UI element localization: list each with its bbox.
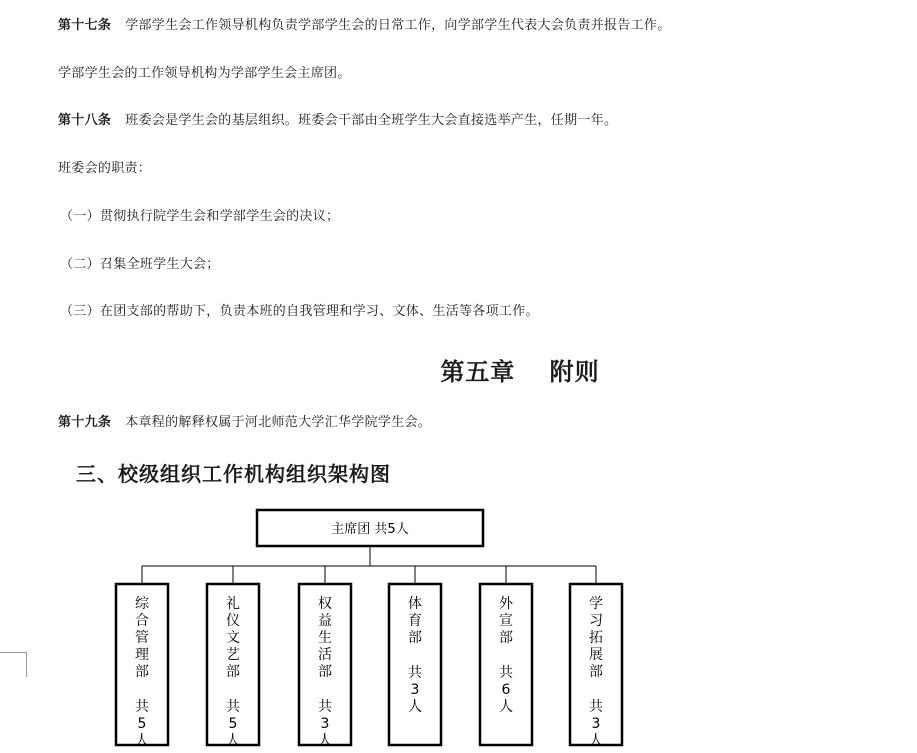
department-count: 共 3 人 — [589, 699, 603, 749]
article-number: 第十八条 — [58, 113, 112, 128]
department-name: 学习拓展部 — [589, 596, 603, 680]
article-text: 本章程的解释权属于河北师范大学汇华学院学生会。 — [125, 415, 432, 430]
department-node — [389, 584, 441, 745]
department-name: 权益生活部 — [318, 596, 332, 680]
department-count: 共 5 人 — [226, 699, 240, 749]
department-name: 综合管理部 — [135, 596, 149, 680]
department-node — [570, 584, 622, 749]
paragraph-text: 学部学生会的工作领导机构为学部学生会主席团。 — [58, 66, 351, 81]
duty-item-text: （三）在团支部的帮助下，负责本班的自我管理和学习、文体、生活等各项工作。 — [60, 304, 539, 319]
org-top-label: 主席团 共5人 — [331, 522, 409, 537]
article-number: 第十七条 — [58, 18, 112, 33]
department-count: 共 3 人 — [408, 665, 422, 715]
department-count: 共 5 人 — [135, 699, 149, 749]
chapter-heading: 第五章 附则 — [440, 358, 600, 386]
department-node — [116, 584, 168, 749]
org-department-nodes — [116, 584, 622, 749]
department-name: 体育部 — [408, 596, 422, 646]
department-name: 礼仪文艺部 — [226, 596, 240, 680]
department-node — [480, 584, 532, 745]
duty-item-text: （二）召集全班学生大会； — [60, 257, 220, 272]
department-count: 共 6 人 — [499, 665, 513, 715]
department-node — [207, 584, 259, 749]
paragraph-text: 班委会的职责： — [58, 161, 152, 176]
duty-item-text: （一）贯彻执行院学生会和学部学生会的决议； — [60, 209, 340, 224]
department-name: 外宣部 — [499, 596, 513, 646]
org-top-node — [257, 510, 483, 546]
article-number: 第十九条 — [58, 415, 112, 430]
article-text: 班委会是学生会的基层组织。班委会干部由全班学生大会直接选举产生，任期一年。 — [125, 113, 618, 128]
org-chart-connectors — [142, 546, 596, 584]
department-count: 共 3 人 — [318, 699, 332, 749]
article-text: 学部学生会工作领导机构负责学部学生会的日常工作，向学部学生代表大会负责并报告工作。 — [125, 18, 671, 33]
section-heading: 三、校级组织工作机构组织架构图 — [76, 462, 391, 486]
department-node — [299, 584, 351, 749]
